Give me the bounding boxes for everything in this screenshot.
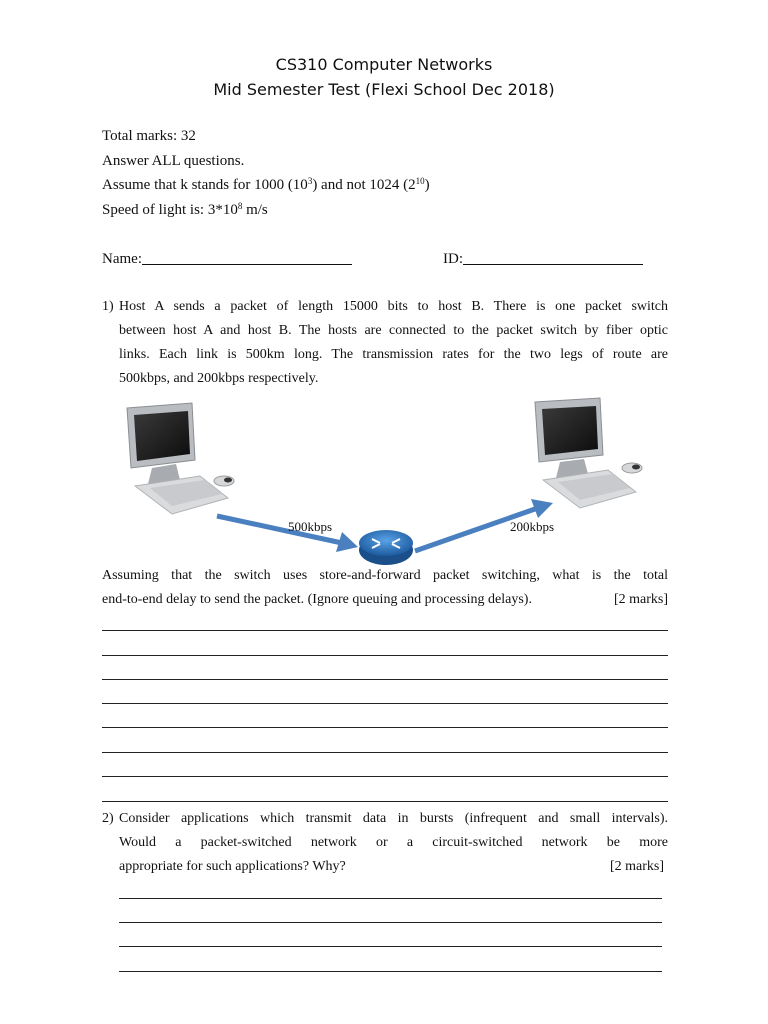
id-label: ID: [443, 251, 463, 267]
name-label: Name: [102, 251, 142, 267]
q1-line: between host A and host B. The hosts are connected to the packet switch by fiber optic [119, 323, 668, 338]
answer-line[interactable] [102, 703, 668, 704]
q1-number: 1) [102, 299, 114, 314]
q2-line [119, 855, 668, 879]
router-icon [359, 530, 413, 565]
id-blank[interactable] [463, 250, 643, 265]
q1-prompt [102, 564, 668, 612]
k-exponent-1: 3 [307, 176, 313, 186]
answer-all-instruction: Answer ALL questions. [102, 153, 245, 169]
q1-prompt-line: Assuming that the switch uses store-and-forward packet switching, what is the total [102, 568, 668, 583]
answer-line[interactable] [102, 630, 668, 631]
host-b-computer-icon [535, 398, 642, 508]
k-text-3: ) [424, 177, 430, 193]
q2-line: Consider applications which transmit data in bursts (infrequent and small intervals). [119, 811, 668, 826]
answer-line[interactable] [102, 776, 668, 777]
id-field[interactable] [443, 250, 643, 268]
q1-prompt-text: end-to-end delay to send the packet. (Ignore queuing and processing delays). [102, 592, 532, 607]
q1-line: links. Each link is 500km long. The transmission rates for the two legs of route are [119, 347, 668, 362]
k-text-2: ) and not 1024 (2 [312, 177, 416, 193]
right-link-rate: 200kbps [510, 519, 555, 534]
answer-line[interactable] [102, 727, 668, 728]
q2-number: 2) [102, 811, 114, 826]
name-field[interactable] [102, 250, 352, 268]
speed-of-light [102, 202, 268, 219]
test-title: Mid Semester Test (Flexi School Dec 2018) [213, 80, 555, 99]
answer-line[interactable] [119, 922, 662, 923]
answer-line[interactable] [102, 679, 668, 680]
q2-text [119, 807, 668, 879]
course-title: CS310 Computer Networks [275, 55, 493, 74]
total-marks: Total marks: 32 [102, 128, 196, 144]
q2-line: Would a packet-switched network or a circuit-switched network be more [119, 835, 668, 850]
q1-line: Host A sends a packet of length 15000 bits to host B. There is one packet switch [119, 299, 668, 314]
left-link-rate: 500kbps [288, 519, 333, 534]
answer-line[interactable] [102, 655, 668, 656]
host-a-computer-icon [127, 403, 234, 514]
q2-line-text: appropriate for such applications? Why? [119, 859, 346, 874]
k-text-1: Assume that k stands for 1000 (10 [102, 177, 308, 193]
k-assumption [102, 177, 430, 194]
k-exponent-2: 10 [415, 176, 425, 186]
answer-line[interactable] [119, 971, 662, 972]
q1-marks: [2 marks] [613, 592, 668, 607]
answer-line[interactable] [119, 946, 662, 947]
answer-line[interactable] [102, 752, 668, 753]
speed-exponent: 8 [237, 201, 243, 211]
q2-marks: [2 marks] [609, 859, 664, 874]
speed-text-1: Speed of light is: 3*10 [102, 202, 238, 218]
q1-text [119, 295, 668, 391]
q1-line-last: 500kbps, and 200kbps respectively. [119, 371, 319, 386]
speed-text-2: m/s [242, 202, 268, 218]
name-blank[interactable] [142, 250, 352, 265]
network-diagram [0, 390, 768, 570]
answer-line[interactable] [119, 898, 662, 899]
q1-prompt-line [102, 588, 668, 612]
answer-line[interactable] [102, 801, 668, 802]
